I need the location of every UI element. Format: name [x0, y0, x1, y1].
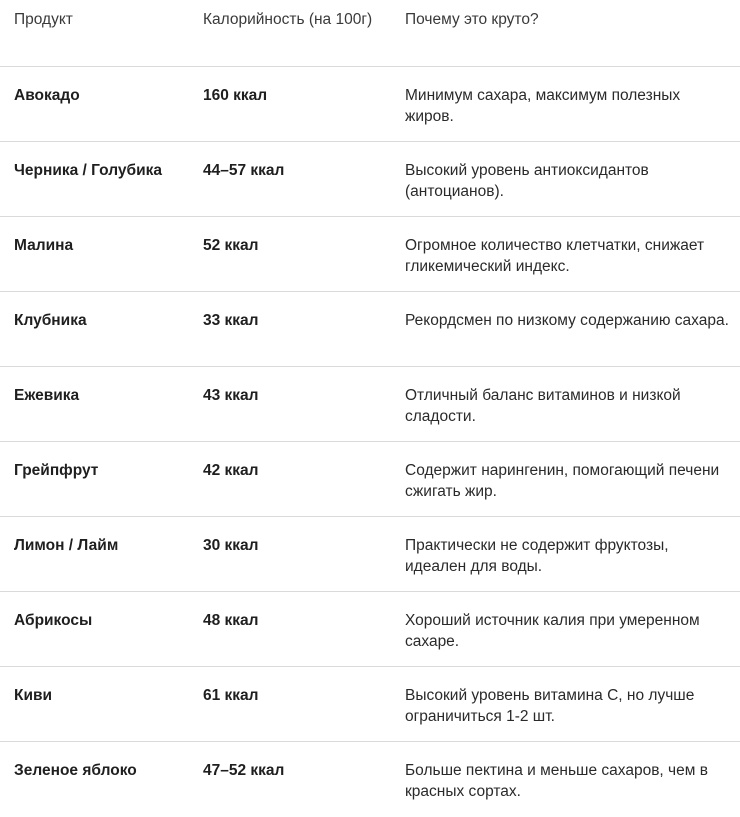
why-cell: Высокий уровень антиоксидантов (антоцианов). [405, 162, 649, 200]
table-row [0, 292, 740, 367]
why-cell: Огромное количество клетчатки, снижает гликемический индекс. [405, 237, 705, 275]
product-cell: Авокадо [14, 87, 80, 104]
why-cell: Отличный баланс витаминов и низкой сладости. [405, 387, 681, 425]
calories-cell: 160 ккал [203, 87, 268, 104]
why-cell: Больше пектина и меньше сахаров, чем в красных сортах. [405, 762, 708, 800]
table-row [0, 592, 740, 667]
product-cell: Малина [14, 237, 74, 254]
header-why: Почему это круто? [405, 11, 539, 28]
product-cell: Черника / Голубика [14, 162, 163, 179]
product-cell: Зеленое яблоко [14, 762, 137, 779]
table-row [0, 67, 740, 142]
table-row [0, 442, 740, 517]
product-cell: Абрикосы [14, 612, 93, 629]
header-product: Продукт [14, 11, 73, 28]
why-cell: Минимум сахара, максимум полезных жиров. [405, 87, 681, 125]
table-row [0, 667, 740, 742]
calories-cell: 47–52 ккал [203, 762, 285, 779]
why-cell: Рекордсмен по низкому содержанию сахара. [405, 312, 729, 329]
product-cell: Лимон / Лайм [14, 537, 119, 554]
calories-cell: 30 ккал [203, 537, 259, 554]
product-cell: Клубника [14, 312, 87, 329]
why-cell: Высокий уровень витамина С, но лучше ограничиться 1-2 шт. [405, 687, 695, 725]
calories-cell: 52 ккал [203, 237, 259, 254]
calories-cell: 48 ккал [203, 612, 259, 629]
calories-cell: 44–57 ккал [203, 162, 285, 179]
header-calories: Калорийность (на 100г) [203, 11, 373, 28]
calories-cell: 42 ккал [203, 462, 259, 479]
why-cell: Хороший источник калия при умеренном сахаре. [405, 612, 700, 650]
table-row [0, 217, 740, 292]
product-cell: Ежевика [14, 387, 80, 404]
table-row [0, 367, 740, 442]
table-row [0, 142, 740, 217]
table-header-row [0, 0, 740, 67]
calories-cell: 61 ккал [203, 687, 259, 704]
table-row [0, 517, 740, 592]
why-cell: Практически не содержит фруктозы, идеален для воды. [405, 537, 669, 575]
product-cell: Грейпфрут [14, 462, 99, 479]
why-cell: Содержит нарингенин, помогающий печени сжигать жир. [405, 462, 720, 500]
calories-cell: 43 ккал [203, 387, 259, 404]
table-row [0, 742, 740, 817]
calories-cell: 33 ккал [203, 312, 259, 329]
product-cell: Киви [14, 687, 53, 704]
